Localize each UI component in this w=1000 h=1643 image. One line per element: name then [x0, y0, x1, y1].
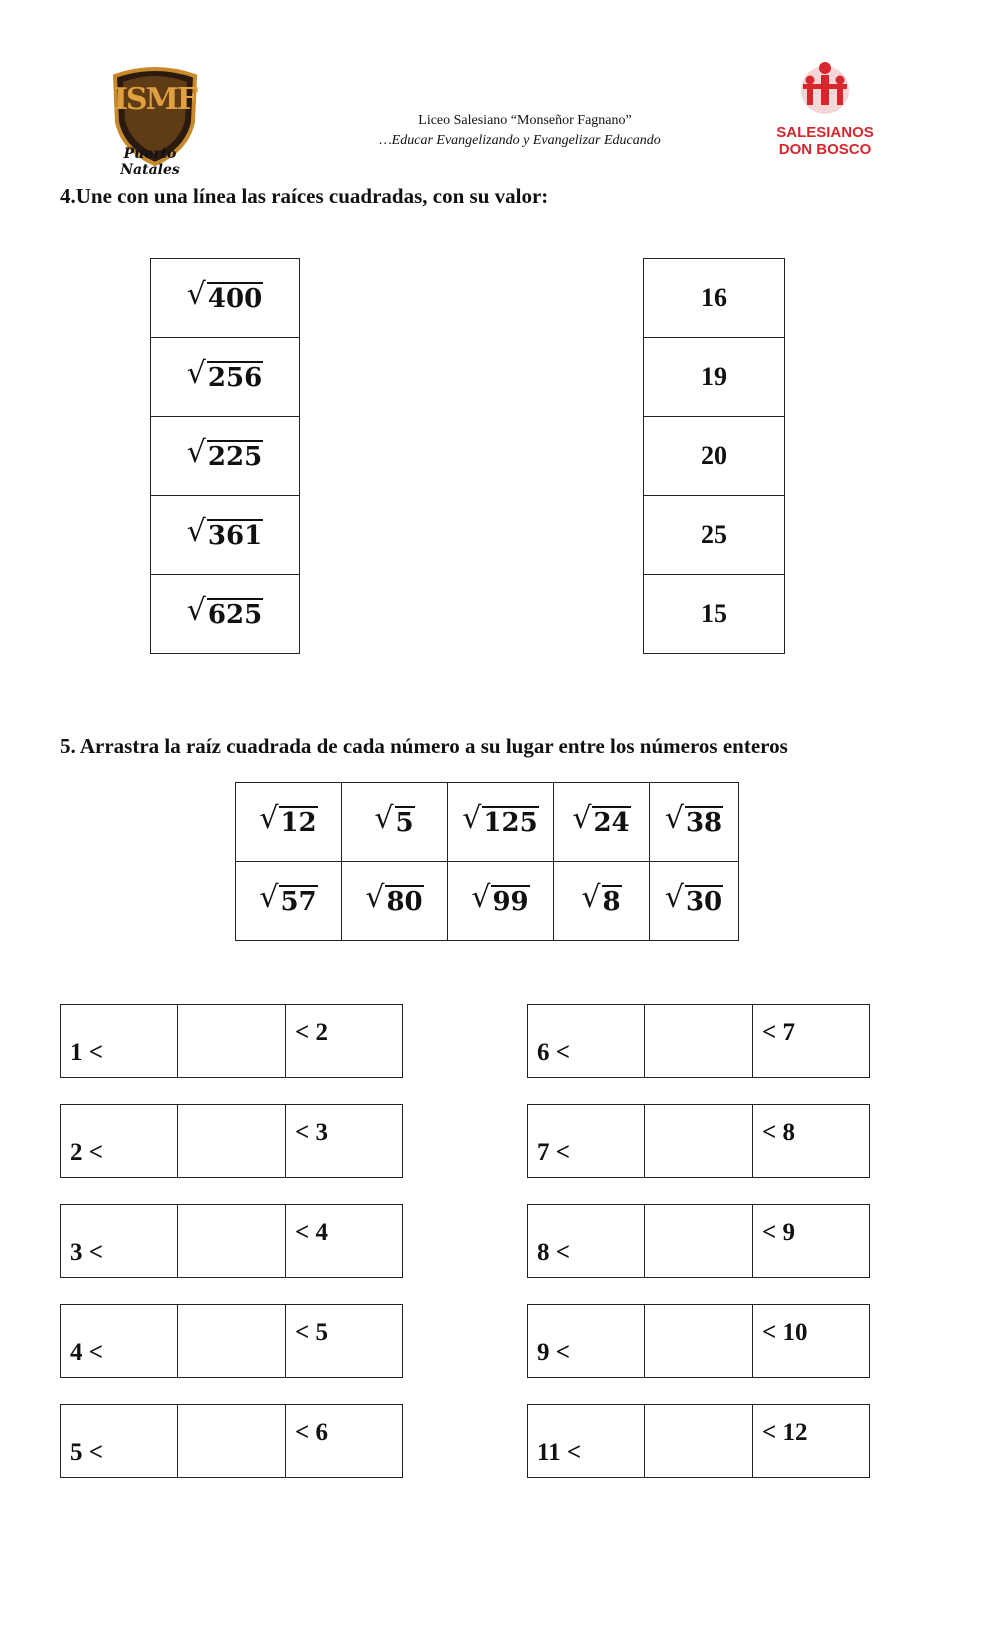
radicand: 30	[685, 887, 723, 918]
radicand: 24	[593, 808, 630, 839]
root-cell[interactable]	[151, 575, 300, 654]
value-cell[interactable]: 16	[644, 259, 785, 338]
root-cell[interactable]	[151, 338, 300, 417]
drop-zone[interactable]	[178, 1405, 286, 1478]
salesian-people-icon	[770, 58, 880, 120]
sqrt-expression: √ 361	[186, 514, 263, 552]
question-5-title: 5. Arrastra la raíz cuadrada de cada número a su lugar entre los números enteros	[60, 734, 788, 758]
value-cell[interactable]: 15	[644, 575, 785, 654]
drop-zone[interactable]	[645, 1005, 753, 1078]
radicand: 625	[207, 600, 263, 631]
upper-bound: < 4	[286, 1205, 403, 1278]
lower-bound: 8 <	[528, 1205, 645, 1278]
drop-zone[interactable]	[178, 1305, 286, 1378]
school-crest-logo	[95, 62, 215, 178]
roots-column	[150, 258, 300, 654]
drop-zone[interactable]	[178, 1105, 286, 1178]
logo-text-line1: SALESIANOS	[776, 124, 874, 141]
radicand: 125	[483, 808, 538, 839]
inequality-row	[527, 1404, 870, 1478]
upper-bound: < 7	[753, 1005, 870, 1078]
draggable-root[interactable]: √ 125	[448, 783, 554, 862]
draggable-root[interactable]: √ 80	[342, 862, 448, 941]
root-cell[interactable]	[151, 417, 300, 496]
upper-bound: < 5	[286, 1305, 403, 1378]
lower-bound: 5 <	[61, 1405, 178, 1478]
sqrt-expression: √ 256	[186, 356, 263, 394]
drop-zone[interactable]	[645, 1405, 753, 1478]
drop-zone[interactable]	[178, 1205, 286, 1278]
draggable-roots-grid	[235, 782, 739, 941]
draggable-root[interactable]: √ 12	[236, 783, 342, 862]
upper-bound: < 8	[753, 1105, 870, 1178]
lower-bound: 7 <	[528, 1105, 645, 1178]
question-4-title: 4.Une con una línea las raíces cuadradas, con su valor:	[60, 184, 549, 208]
inequality-row	[527, 1104, 870, 1178]
draggable-root[interactable]: √ 38	[650, 783, 739, 862]
sqrt-expression: √ 400	[186, 277, 263, 315]
radicand: 80	[386, 887, 423, 918]
lower-bound: 4 <	[61, 1305, 178, 1378]
upper-bound: < 6	[286, 1405, 403, 1478]
inequality-row	[60, 1104, 403, 1178]
salesianos-logo	[770, 58, 880, 168]
value-cell[interactable]: 20	[644, 417, 785, 496]
lower-bound: 11 <	[528, 1405, 645, 1478]
draggable-root[interactable]: √ 8	[554, 862, 650, 941]
value-cell[interactable]: 25	[644, 496, 785, 575]
drop-zone[interactable]	[645, 1205, 753, 1278]
radicand: 57	[280, 887, 317, 918]
radicand: 400	[207, 284, 263, 315]
value-cell[interactable]: 19	[644, 338, 785, 417]
radicand: 38	[685, 808, 723, 839]
inequality-row	[60, 1304, 403, 1378]
inequality-row	[60, 1004, 403, 1078]
root-cell[interactable]	[151, 259, 300, 338]
inequality-row	[527, 1004, 870, 1078]
radicand: 99	[492, 887, 529, 918]
upper-bound: < 2	[286, 1005, 403, 1078]
draggable-root[interactable]: √ 99	[448, 862, 554, 941]
drop-zone[interactable]	[645, 1105, 753, 1178]
upper-bound: < 10	[753, 1305, 870, 1378]
upper-bound: < 9	[753, 1205, 870, 1278]
radicand: 8	[602, 887, 621, 918]
upper-bound: < 12	[753, 1405, 870, 1478]
crest-monogram: ISMF	[113, 82, 197, 117]
lower-bound: 9 <	[528, 1305, 645, 1378]
lower-bound: 2 <	[61, 1105, 178, 1178]
sqrt-expression: √ 225	[186, 435, 263, 473]
draggable-root[interactable]: √ 5	[342, 783, 448, 862]
school-name: Liceo Salesiano “Monseñor Fagnano”	[418, 113, 632, 128]
lower-bound: 1 <	[61, 1005, 178, 1078]
lower-bound: 6 <	[528, 1005, 645, 1078]
values-column	[643, 258, 785, 654]
radicand: 12	[280, 808, 317, 839]
school-motto: …Educar Evangelizando y Evangelizar Educando	[379, 133, 661, 148]
radicand: 5	[395, 808, 414, 839]
drop-zone[interactable]	[178, 1005, 286, 1078]
radicand: 225	[207, 442, 263, 473]
logo-text-line2: DON BOSCO	[778, 141, 872, 158]
inequality-row	[527, 1204, 870, 1278]
sqrt-expression: √ 625	[186, 593, 263, 631]
inequality-row	[60, 1204, 403, 1278]
inequality-row	[527, 1304, 870, 1378]
draggable-root[interactable]: √ 30	[650, 862, 739, 941]
draggable-root[interactable]: √ 57	[236, 862, 342, 941]
radicand: 361	[207, 521, 263, 552]
lower-bound: 3 <	[61, 1205, 178, 1278]
radicand: 256	[207, 363, 263, 394]
inequality-row	[60, 1404, 403, 1478]
crest-caption: Puerto Natales	[120, 146, 180, 178]
root-cell[interactable]	[151, 496, 300, 575]
upper-bound: < 3	[286, 1105, 403, 1178]
draggable-root[interactable]: √ 24	[554, 783, 650, 862]
drop-zone[interactable]	[645, 1305, 753, 1378]
